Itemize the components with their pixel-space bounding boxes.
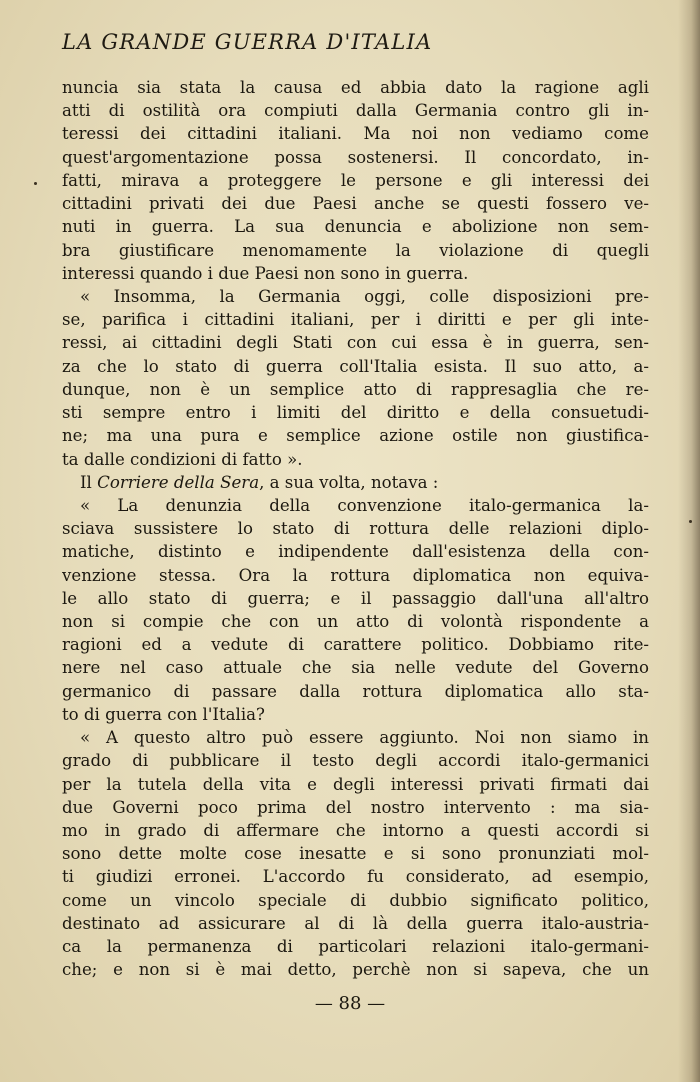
text-line: sono dette molte cose inesatte e si sono pronunziati mol- [62, 844, 649, 864]
text-line: ca la permanenza di particolari relazioni italo-germani- [62, 937, 649, 957]
text-line: fatti, mirava a proteggere le persone e gli interessi dei [62, 170, 649, 190]
paper-speck [34, 182, 37, 185]
text-line: teressi dei cittadini italiani. Ma noi non vediamo come [62, 124, 649, 144]
text-line: come un vincolo speciale di dubbio significato politico, [62, 890, 649, 910]
text-line: mo in grado di affermare che intorno a questi accordi si [62, 821, 649, 840]
text-line: « La denunzia della convenzione italo-germanica la- [80, 495, 649, 515]
page-edge-shadow [678, 0, 700, 1082]
newspaper-title: Corriere della Sera [97, 472, 260, 492]
text-line: per la tutela della vita e degli interessi privati firmati dai [62, 774, 649, 794]
text-line: due Governi poco prima del nostro intervento : ma sia- [62, 797, 649, 817]
page-number: — 88 — [314, 993, 386, 1014]
text-line: venzione stessa. Ora la rottura diplomatica non equiva- [62, 565, 649, 585]
text-line: interessi quando i due Paesi non sono in guerra. [62, 263, 469, 283]
text-line: sciava sussistere lo stato di rottura delle relazioni diplo- [62, 519, 649, 539]
text-line: ta dalle condizioni di fatto ». [62, 449, 303, 469]
text-line: ti giudizi erronei. L'accordo fu considerato, ad esempio, [62, 867, 649, 887]
text-line: matiche, distinto e indipendente dall'esistenza della con- [62, 542, 649, 562]
text-line: « Insomma, la Germania oggi, colle disposizioni pre- [80, 286, 649, 306]
text-segment: , a sua volta, notava : [259, 472, 439, 492]
running-header: LA GRANDE GUERRA D'ITALIA [62, 30, 433, 54]
text-line: ne; ma una pura e semplice azione ostile non giustifica- [62, 426, 649, 446]
paper-speck [689, 520, 692, 523]
text-line: che; e non si è mai detto, perchè non si sapeva, che un [62, 960, 649, 980]
text-line: germanico di passare dalla rottura diplomatica allo sta- [62, 681, 649, 701]
text-line: ressi, ai cittadini degli Stati con cui essa è in guerra, sen- [62, 333, 649, 353]
text-line: bra giustificare menomamente la violazione di quegli [62, 240, 649, 260]
text-line: to di guerra con l'Italia? [62, 704, 265, 724]
text-line: dunque, non è un semplice atto di rappresaglia che re- [62, 379, 649, 399]
text-line: nuti in guerra. La sua denuncia e abolizione non sem- [62, 217, 649, 237]
text-line: destinato ad assicurare al di là della guerra italo-austria- [62, 913, 649, 933]
text-line: « A questo altro può essere aggiunto. Noi non siamo in [80, 728, 649, 748]
text-line [62, 471, 649, 494]
text-line: atti di ostilità ora compiuti dalla Germania contro gli in- [62, 101, 649, 121]
text-line: nere nel caso attuale che sia nelle vedute del Governo [62, 658, 649, 678]
text-line: nuncia sia stata la causa ed abbia dato la ragione agli [62, 78, 649, 97]
body-text [62, 76, 649, 982]
text-line: le allo stato di guerra; e il passaggio dall'una all'altro [62, 588, 649, 608]
text-line: sti sempre entro i limiti del diritto e della consuetudi- [62, 403, 649, 423]
text-line: za che lo stato di guerra coll'Italia esista. Il suo atto, a- [62, 356, 649, 376]
text-line: ragioni ed a vedute di carattere politico. Dobbiamo rite- [62, 635, 649, 655]
text-line: se, parifica i cittadini italiani, per i diritti e per gli inte- [62, 310, 649, 330]
text-segment: Il [80, 472, 98, 492]
text-line: grado di pubblicare il testo degli accordi italo-germanici [62, 751, 649, 771]
text-line: cittadini privati dei due Paesi anche se questi fossero ve- [62, 194, 649, 214]
text-line: non si compie che con un atto di volontà rispondente a [62, 612, 649, 632]
text-line: quest'argomentazione possa sostenersi. Il concordato, in- [62, 147, 649, 167]
